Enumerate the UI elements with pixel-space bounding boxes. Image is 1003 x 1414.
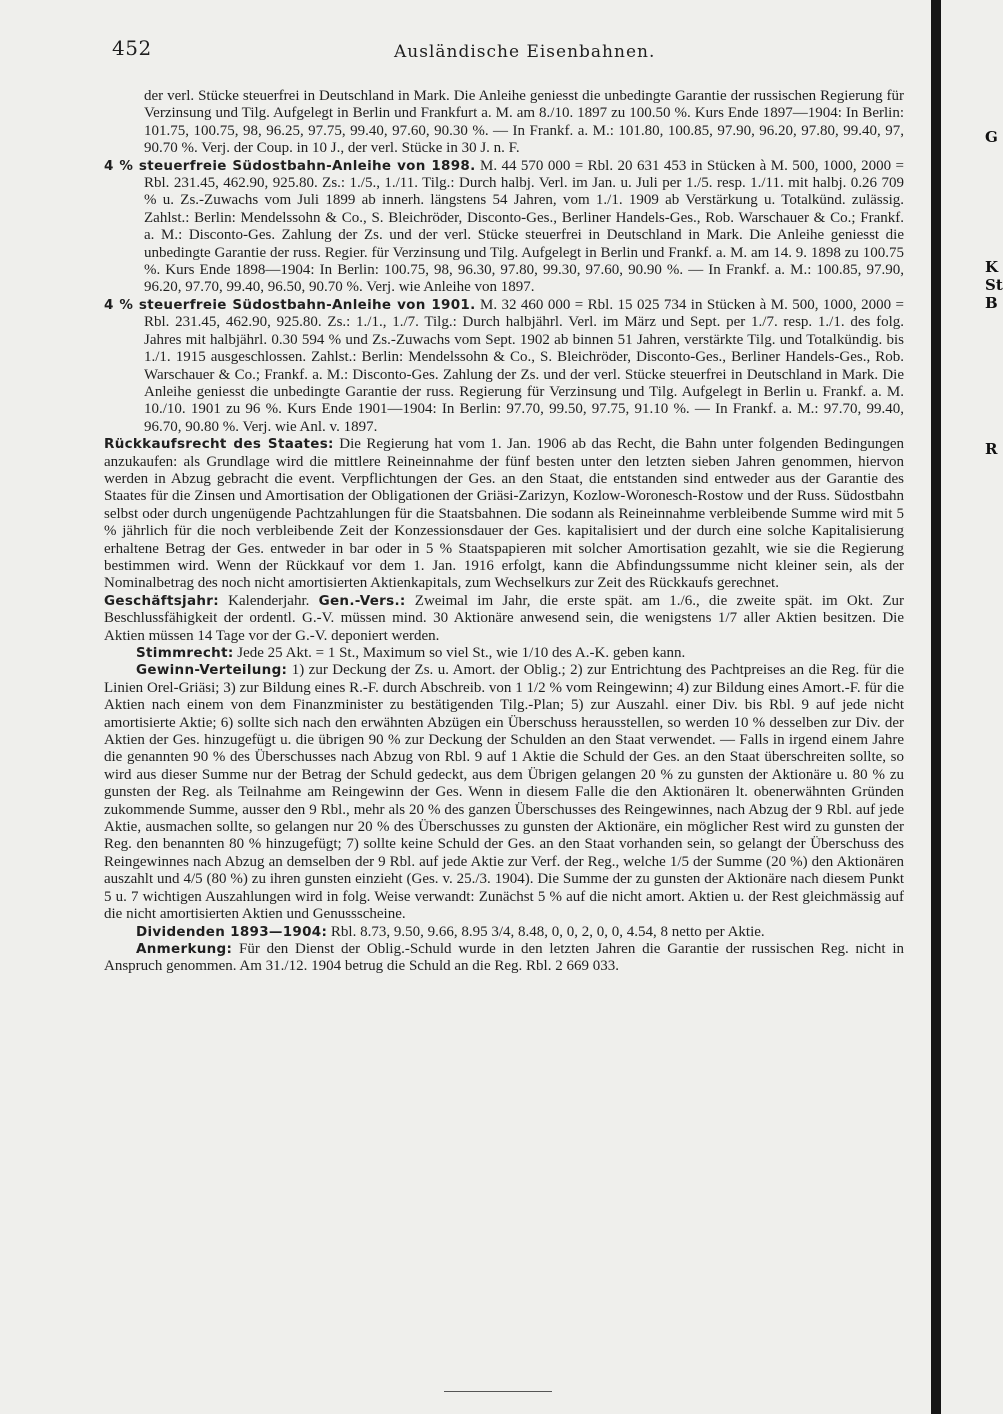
page-header — [112, 36, 907, 64]
paragraph-text: M. 32 460 000 = Rbl. 15 025 734 in Stücken à M. 500, 1000, 2000 = Rbl. 231.45, 462.90, 925.80. Zs.: 1./1., 1./7. Tilg.: Durch halbjährl. Verl. im März und Sept. per 1./7. resp. 1./1. des folg. Jahres mit halbjährl. 0.30 594 % und Zs.-Zuwachs vom Sept. 1902 ab binnen 51 Jahren, verstärkte Tilg. und Totalkündig. bis 1./1. 1915 ausgeschlossen. Zahlst.: Berlin: Mendelssohn & Co., S. Bleichröder, Disconto-Ges., Berliner Handels-Ges., Rob. Warschauer & Co.; Frankf. a. M.: Disconto-Ges. Zahlung der Zs. und der verl. Stücke steuerfrei in Deutschland in Mark. Die Anleihe geniesst die unbedingte Garantie der russ. Regierung für Verzinsung und Tilg. Aufgelegt in Berlin u. Frankf. a. M. 10./10. 1901 zu 96 %. Kurs Ende 1901—1904: In Berlin: 97.70, 99.50, 97.75, 91.10 %. — In Frankf. a. M.: 97.70, 99.40, 96.70, 90.80 %. Verj. wie Anl. v. 1897. — [144, 296, 905, 435]
paragraph-text: Zweimal im Jahr, die erste spät. am 1./6., die zweite spät. im Okt. Zur Beschlussfähigkeit der ordentl. G.-V. müssen mind. 30 Aktionäre anwesend sein, die wenigstens 1/7 aller Aktien besitzen. Die Aktien müssen 14 Tage vor der G.-V. deponiert werden. — [104, 592, 905, 644]
paragraph-text: Die Regierung hat vom 1. Jan. 1906 ab das Recht, die Bahn unter folgenden Bedingungen anzukaufen: als Grundlage wird die mittlere Reineinnahme der fünf besten unter den letzten sieben Jahren genommen, hiervon werden in Abzug gebracht die event. Verpflichtungen der Ges. an den Staat, die entstanden sind entweder aus der Garantie des Staates für die Zinsen und Amortisation der Obligationen der Griäsi-Zarizyn, Kozlow-Woronesch-Rostow und der Russ. Südostbahn selbst oder durch ungenügende Pachtzahlungen für die Staatsbahnen. Die sodann als Reineinnahme verbleibende Summe wird mit 5 % jährlich für die noch verbleibende Zeit der Konzessionsdauer der Ges. kapitalisiert und der durch eine solche Kapitalisierung erhaltene Betrag der Ges. entweder in bar oder in 5 % Staatspapieren mit solcher Amortisation gezahlt, wie sie die Regierung bestimmen wird. Wenn der Rückkauf vor dem 1. Jan. 1916 erfolgt, kann die Abfindungssumme nicht kleiner sein, als der Nominalbetrag des noch nicht amortisierten Aktienkapitals, zum Wechselkurs zur Zeit des Rückkaufs gerechnet. — [104, 436, 904, 592]
paragraph-anmerkung — [104, 941, 904, 976]
bleed-through-letter: B — [985, 294, 998, 312]
bleed-through-letter: St — [985, 276, 1003, 294]
paragraph-gewinn-verteilung — [104, 662, 904, 923]
paragraph-anleihe-1901 — [104, 297, 904, 436]
paragraph-text: Für den Dienst der Oblig.-Schuld wurde in den letzten Jahren die Garantie der russischen Reg. nicht in Anspruch genommen. Am 31./12. 1904 betrug die Schuld an die Reg. Rbl. 2 669 033. — [104, 940, 904, 975]
paragraph-text: Jede 25 Akt. = 1 St., Maximum so viel St., wie 1/10 des A.-K. geben kann. — [237, 645, 686, 661]
paragraph-text: Kalenderjahr. — [228, 592, 310, 609]
paragraph-geschaeftsjahr — [104, 593, 904, 645]
paragraph-heading: Gewinn-Verteilung: — [136, 662, 288, 679]
paragraph-text: der verl. Stücke steuerfrei in Deutschland in Mark. Die Anleihe geniesst die unbedingte Garantie der russischen Regierung für Verzinsung und Tilg. Aufgelegt in Berlin und Frankfurt a. M. am 8./10. 1897 zu 100.50 %. Kurs Ende 1897—1904: In Berlin: 101.75, 100.75, 98, 96.25, 97.75, 99.40, 97.60, 90.30 %. — In Frankf. a. M.: 101.80, 100.85, 97.90, 96.20, 97.80, 99.40, 97, 90.70 %. Verj. der Coup. in 10 J., der verl. Stücke in 30 J. n. F. — [144, 88, 904, 157]
paragraph-anleihe-1897-end — [104, 88, 904, 158]
paragraph-rueckkaufsrecht — [104, 436, 904, 593]
paragraph-heading: Anmerkung: — [136, 940, 233, 957]
paragraph-text: M. 44 570 000 = Rbl. 20 631 453 in Stücken à M. 500, 1000, 2000 = Rbl. 231.45, 462.90, 925.80. Zs.: 1./5., 1./11. Tilg.: Durch halbj. Verl. im Jan. u. Juli per 1./5. resp. 1./11. mit halbj. 0.26 709 % u. Zs.-Zuwachs vom Juli 1899 ab innerh. längstens 54 Jahren, vom 1./1. 1909 ab Verstärkung u. Totalkünd. zulässig. Zahlst.: Berlin: Mendelssohn & Co., S. Bleichröder, Disconto-Ges., Berliner Handels-Ges., Rob. Warschauer & Co.; Frankf. a. M.: Disconto-Ges. Zahlung der Zs. und der verl. Stücke steuerfrei in Deutschland in Mark. Die Anleihe geniesst die unbedingte Garantie der russ. Regier. für Verzinsung und Tilg. Aufgelegt in Berlin und Frankf. a. M. am 14. 9. 1898 zu 100.75 %. Kurs Ende 1898—1904: In Berlin: 100.75, 98, 96.30, 97.80, 99.30, 97.60, 90.90 %. — In Frankf. a. M.: 100.85, 97.90, 96.20, 97.70, 99.40, 96.50, 90.70 %. Verj. wie Anleihe von 1897. — [144, 157, 905, 296]
bleed-through-letter: K — [985, 258, 999, 276]
bleed-through-letter: R — [985, 440, 998, 458]
page-gutter-shadow — [931, 0, 941, 1414]
running-title: Ausländische Eisenbahnen. — [394, 42, 656, 62]
paragraph-dividenden — [104, 924, 904, 941]
paragraph-heading: Stimmrecht: — [136, 645, 234, 661]
paragraph-heading: 4 % steuerfreie Südostbahn-Anleihe von 1898. — [104, 157, 476, 174]
paragraph-heading: Geschäftsjahr: — [104, 592, 219, 609]
page-number: 452 — [112, 36, 152, 60]
paragraph-text: 1) zur Deckung der Zs. u. Amort. der Oblig.; 2) zur Entrichtung des Pachtpreises an die Reg. für die Linien Orel-Griäsi; 3) zur Bildung eines R.-F. durch Abschreib. von 1 1/2 % vom Reingewinn; 4) zur Bildung eines Amort.-F. für die Aktien nach einem von dem Finanzminister zu bestätigenden Tilg.-Plan; 5) zur Auszahl. einer Div. bis Rbl. 9 auf jede nicht amortisierte Aktie; 6) sollte sich nach den erwähnten Abzügen ein Überschuss herausstellen, so werden 10 % desselben zur Div. der Aktien der Ges. hinzugefügt u. die übrigen 90 % zur Deckung der Schulden an den Staat verwendet. — Falls in irgend einem Jahre die genannten 90 % des Überschusses nach Abzug von Rbl. 9 auf 1 Aktie die Schuld der Ges. an den Staat überschreiten sollte, so wird aus dieser Summe nur der Betrag der Schuld gedeckt, aus dem Übrigen gelangen 20 % zu gunsten der Aktionäre u. 80 % zu gunsten der Reg. als Teilnahme am Reingewinn der Ges. Wenn in diesem Falle die den Aktionären lt. obenerwähnten Gründen zukommende Summe, ausser den 9 Rbl., mehr als 20 % des ganzen Überschusses des Reingewinnes, nach Abzug der 9 Rbl. auf jede Aktie, ausmachen sollte, so gelangen nur 20 % des Überschusses zu gunsten der Aktionäre, ein möglicher Rest wird zu gunsten der Reg. den benannten 80 % hinzugefügt; 7) sollte keine Schuld der Ges. an den Staat vorhanden sein, so gelangt der Überschuss des Reingewinnes nach Abzug an demselben der 9 Rbl. auf jede Aktie zur Verf. der Reg., welche 1/5 der Summe (20 %) den Aktionären auszahlt und 4/5 (80 %) zu ihren gunsten einzieht (Ges. v. 25./3. 1904). Die Summe der zu gunsten der Aktionäre nach diesem Punkt 5 u. 7 wichtigen Auszahlungen wird in folg. Weise verwandt: Zunächst 5 % auf die nicht amort. Aktien u. der Rest gleichmässig auf die nicht amortisierten Aktien und Genussscheine. — [104, 662, 905, 923]
paragraph-anleihe-1898 — [104, 158, 904, 297]
paragraph-stimmrecht — [104, 645, 904, 662]
paragraph-heading-gen-vers: Gen.-Vers.: — [318, 592, 406, 609]
end-rule — [444, 1391, 552, 1392]
bleed-through-letter: G — [985, 128, 998, 146]
paragraph-heading: Rückkaufsrecht des Staates: — [104, 436, 334, 453]
paragraph-heading: 4 % steuerfreie Südostbahn-Anleihe von 1901. — [104, 296, 476, 313]
paragraph-text: Rbl. 8.73, 9.50, 9.66, 8.95 3/4, 8.48, 0, 0, 2, 0, 0, 4.54, 8 netto per Aktie. — [330, 923, 765, 940]
page-body — [104, 88, 904, 976]
paragraph-heading: Dividenden 1893—1904: — [136, 923, 328, 940]
